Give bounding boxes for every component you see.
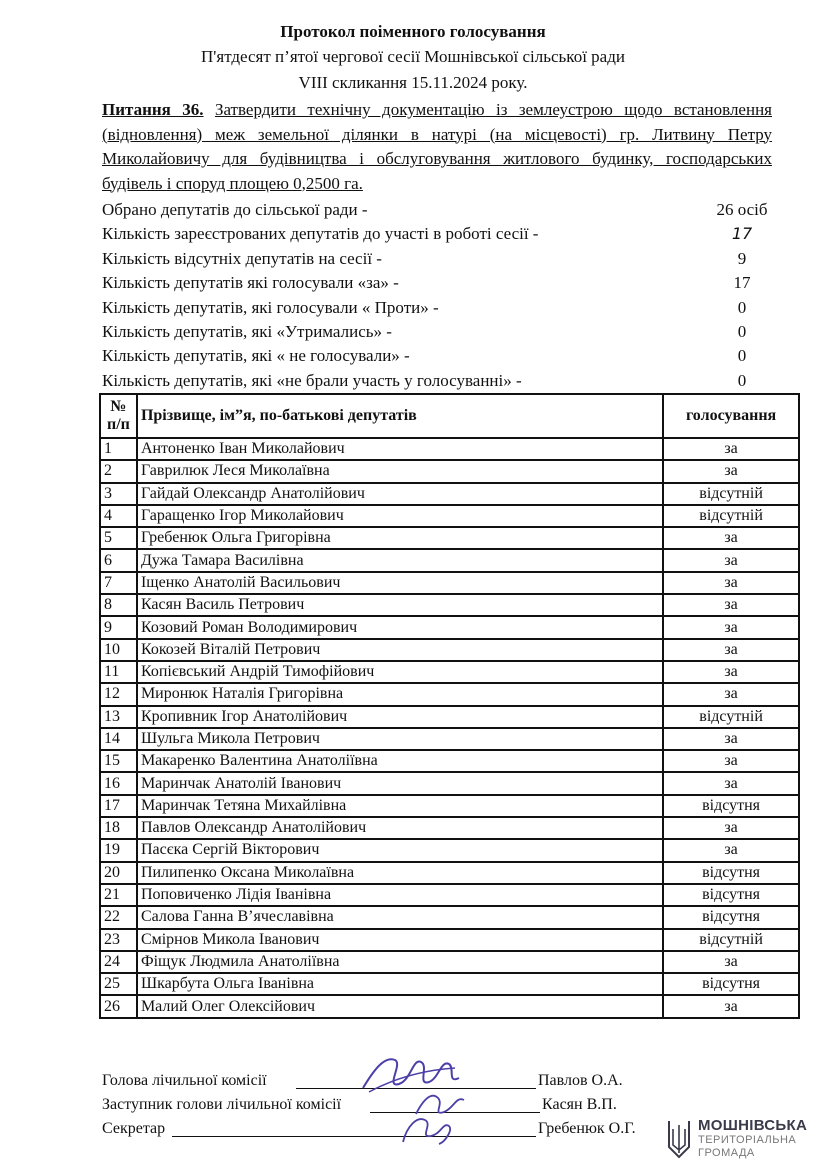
table-row — [100, 862, 799, 884]
vote-result: відсутня — [663, 884, 799, 906]
vote-result: за — [663, 839, 799, 861]
stat-value: 0 — [737, 321, 747, 341]
row-number: 9 — [100, 616, 137, 638]
stat-row-not-voted — [102, 344, 782, 368]
vote-result: за — [663, 750, 799, 772]
table-row — [100, 549, 799, 571]
table-body — [100, 438, 799, 1018]
deputy-name: Гайдай Олександр Анатолійович — [137, 483, 663, 505]
trident-icon — [666, 1117, 692, 1161]
logo-line1: МОШНІВСЬКА — [698, 1117, 808, 1134]
deputy-name: Гаращенко Ігор Миколайович — [137, 505, 663, 527]
session-line: П'ятдесят п’ятої чергової сесії Мошнівської сільської ради — [201, 47, 625, 66]
row-number: 11 — [100, 661, 137, 683]
vote-result: за — [663, 951, 799, 973]
row-number: 14 — [100, 728, 137, 750]
vote-result: відсутня — [663, 906, 799, 928]
row-number: 10 — [100, 639, 137, 661]
row-number: 15 — [100, 750, 137, 772]
deputy-name: Копієвський Андрій Тимофійович — [137, 661, 663, 683]
deputy-name: Маринчак Анатолій Іванович — [137, 772, 663, 794]
logo-line3: ГРОМАДА — [698, 1147, 755, 1159]
row-number: 23 — [100, 929, 137, 951]
secretary-signature-line — [172, 1136, 536, 1137]
vote-result: за — [663, 594, 799, 616]
row-number: 13 — [100, 706, 137, 728]
deputy-name: Пилипенко Оксана Миколаївна — [137, 862, 663, 884]
vote-result: за — [663, 572, 799, 594]
vote-result: за — [663, 995, 799, 1017]
table-row — [100, 460, 799, 482]
table-row — [100, 839, 799, 861]
vote-result: за — [663, 728, 799, 750]
question-number: Питання 36. — [102, 100, 204, 119]
table-row — [100, 438, 799, 460]
deputy-name: Гаврилюк Леся Миколаївна — [137, 460, 663, 482]
chair-role: Голова лічильної комісії — [102, 1072, 267, 1089]
deputy-name: Миронюк Наталія Григорівна — [137, 683, 663, 705]
stat-value: 0 — [737, 346, 747, 366]
deputy-name: Касян В.П. — [542, 1096, 617, 1113]
row-number: 17 — [100, 795, 137, 817]
stat-row-not-participated — [102, 369, 782, 393]
deputy-name: Малий Олег Олексійович — [137, 995, 663, 1017]
vote-result: відсутня — [663, 973, 799, 995]
vote-result: відсутній — [663, 706, 799, 728]
table-row — [100, 483, 799, 505]
table-row — [100, 505, 799, 527]
deputy-name: Салова Ганна В’ячеславівна — [137, 906, 663, 928]
stat-value: 9 — [737, 248, 747, 268]
stat-value: 0 — [737, 370, 747, 390]
deputy-name: Касян Василь Петрович — [137, 594, 663, 616]
stat-label: Кількість депутатів, які « не голосували» - — [102, 346, 410, 366]
deputy-name: Шульга Микола Петрович — [137, 728, 663, 750]
row-number: 6 — [100, 549, 137, 571]
table-row — [100, 750, 799, 772]
stat-label: Кількість відсутніх депутатів на сесії - — [102, 248, 382, 268]
deputy-name: Пасєка Сергій Вікторович — [137, 839, 663, 861]
vote-result: за — [663, 438, 799, 460]
deputy-name: Маринчак Тетяна Михайлівна — [137, 795, 663, 817]
table-row — [100, 795, 799, 817]
row-number: 7 — [100, 572, 137, 594]
row-number: 18 — [100, 817, 137, 839]
secretary-name: Гребенюк О.Г. — [538, 1120, 636, 1137]
deputy-name: Павлов Олександр Анатолійович — [137, 817, 663, 839]
vote-result: відсутній — [663, 929, 799, 951]
deputy-name: Смірнов Микола Іванович — [137, 929, 663, 951]
table-row — [100, 728, 799, 750]
table-row — [100, 995, 799, 1017]
header-name: Прізвище, ім”я, по-батькові депутатів — [137, 394, 663, 438]
table-row — [100, 639, 799, 661]
table-row — [100, 973, 799, 995]
stat-label: Кількість зареєстрованих депутатів до участі в роботі сесії - — [102, 224, 539, 244]
table-row — [100, 951, 799, 973]
row-number: 8 — [100, 594, 137, 616]
stat-label: Обрано депутатів до сільської ради - — [102, 200, 368, 219]
deputy-name: Шкарбута Ольга Іванівна — [137, 973, 663, 995]
table-row — [100, 572, 799, 594]
community-logo — [666, 1115, 816, 1165]
row-number: 16 — [100, 772, 137, 794]
vote-result: за — [663, 817, 799, 839]
deputy-name: Фіщук Людмила Анатоліївна — [137, 951, 663, 973]
row-number: 24 — [100, 951, 137, 973]
row-number: 22 — [100, 906, 137, 928]
vote-result: за — [663, 661, 799, 683]
row-number: 12 — [100, 683, 137, 705]
row-number: 1 — [100, 438, 137, 460]
table-row — [100, 772, 799, 794]
convocation-date-line: VIII скликання 15.11.2024 року. — [298, 73, 528, 92]
stat-row-elected — [102, 198, 782, 222]
row-number: 3 — [100, 483, 137, 505]
secretary-signature — [395, 1112, 455, 1148]
deputy-name: Поповиченко Лідія Іванівна — [137, 884, 663, 906]
row-number: 21 — [100, 884, 137, 906]
vote-result: відсутній — [663, 505, 799, 527]
row-number: 20 — [100, 862, 137, 884]
vote-result: за — [663, 683, 799, 705]
table-row — [100, 616, 799, 638]
question-block — [102, 98, 772, 196]
stat-value: 26 осіб — [716, 200, 768, 219]
logo-line2: ТЕРИТОРІАЛЬНА — [698, 1134, 797, 1146]
deputy-role: Заступник голови лічильної комісії — [102, 1096, 342, 1113]
header-number: № п/п — [100, 394, 137, 438]
stat-value: 0 — [737, 297, 747, 317]
stat-label: Кількість депутатів які голосували «за» - — [102, 273, 399, 293]
table-row — [100, 594, 799, 616]
deputy-name: Антоненко Іван Миколайович — [137, 438, 663, 460]
vote-result: за — [663, 616, 799, 638]
stat-value: 17 — [733, 273, 751, 293]
vote-result: за — [663, 549, 799, 571]
vote-result: за — [663, 772, 799, 794]
vote-result: за — [663, 460, 799, 482]
row-number: 25 — [100, 973, 137, 995]
stat-row-abstained — [102, 320, 782, 344]
vote-result: за — [663, 639, 799, 661]
header-vote: голосування — [663, 394, 799, 438]
stat-row-absent — [102, 247, 782, 271]
table-header-row — [100, 394, 799, 438]
table-row — [100, 906, 799, 928]
deputy-name: Макаренко Валентина Анатоліївна — [137, 750, 663, 772]
vote-result: відсутній — [663, 483, 799, 505]
table-row — [100, 527, 799, 549]
row-number: 2 — [100, 460, 137, 482]
stat-row-against — [102, 296, 782, 320]
vote-result: за — [663, 527, 799, 549]
stat-label: Кількість депутатів, які голосували « Проти» - — [102, 297, 439, 317]
table-row — [100, 706, 799, 728]
table-row — [100, 817, 799, 839]
vote-result: відсутня — [663, 795, 799, 817]
vote-result: відсутня — [663, 862, 799, 884]
table-row — [100, 661, 799, 683]
secretary-role: Секретар — [102, 1120, 166, 1137]
deputy-name: Кокозей Віталій Петрович — [137, 639, 663, 661]
table-row — [100, 884, 799, 906]
stat-label: Кількість депутатів, які «не брали участь у голосуванні» - — [102, 370, 522, 390]
row-number: 26 — [100, 995, 137, 1017]
deputy-name: Гребенюк Ольга Григорівна — [137, 527, 663, 549]
table-row — [100, 929, 799, 951]
deputy-name: Козовий Роман Володимирович — [137, 616, 663, 638]
table-row — [100, 683, 799, 705]
row-number: 5 — [100, 527, 137, 549]
stat-value-handwritten: 17 — [731, 224, 753, 244]
deputy-name: Кропивник Ігор Анатолійович — [137, 706, 663, 728]
question-text: Затвердити технічну документацію із землеустрою щодо встановлення (відновлення) меж земельної ділянки в натурі (на місцевості) гр. Литвину Петру Миколайовичу для будівництва і обслуговування житлового будинку, господарських будівель і споруд площею 0,2500 га. — [102, 100, 772, 193]
vote-statistics — [102, 198, 782, 393]
stat-label: Кількість депутатів, які «Утримались» - — [102, 321, 392, 341]
stat-row-for — [102, 271, 782, 295]
chair-name: Павлов О.А. — [538, 1072, 623, 1089]
row-number: 4 — [100, 505, 137, 527]
deputy-name: Дужа Тамара Василівна — [137, 549, 663, 571]
deputy-name: Іщенко Анатолій Васильович — [137, 572, 663, 594]
roll-call-table — [99, 393, 800, 1019]
row-number: 19 — [100, 839, 137, 861]
stat-row-registered — [102, 222, 782, 246]
document-title: Протокол поіменного голосування — [280, 22, 546, 41]
